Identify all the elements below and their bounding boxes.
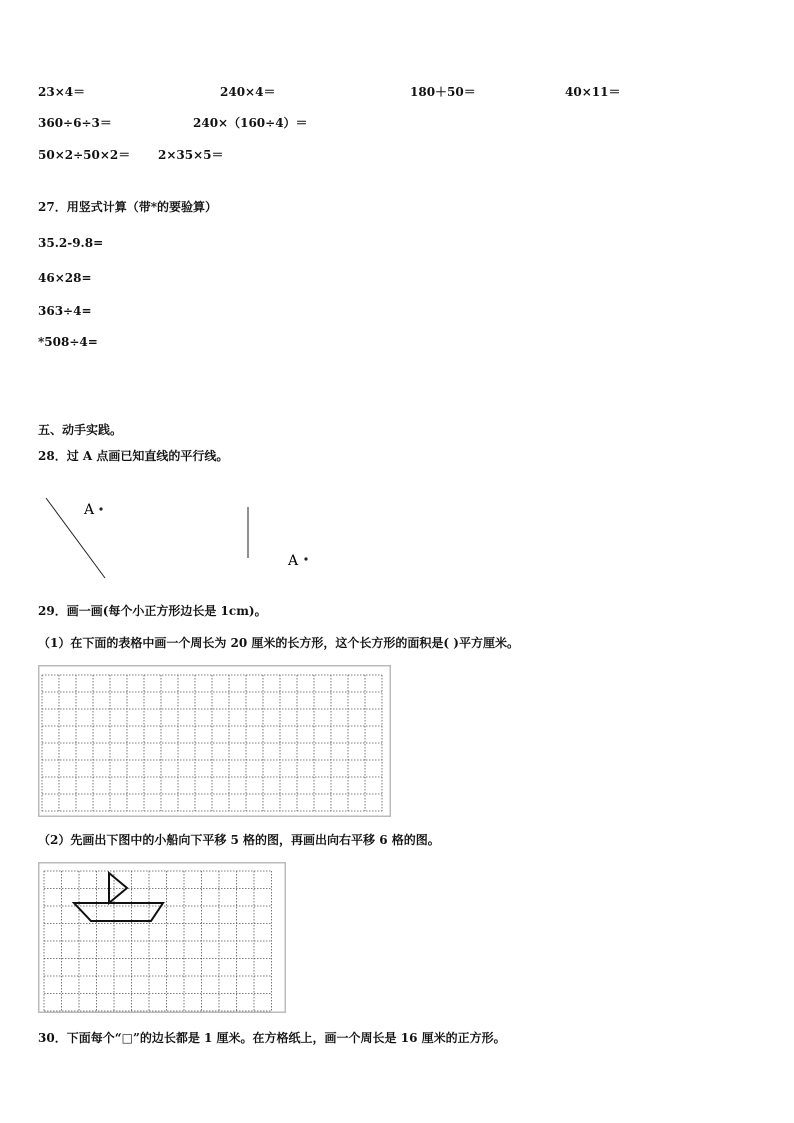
q29-title: 29．画一画(每个小正方形边长是 1cm)。 — [38, 604, 267, 618]
grid-frame — [39, 863, 286, 1013]
calc-7: 50×2÷50×2＝ — [38, 148, 131, 162]
q29-part2: （2）先画出下图中的小船向下平移 5 格的图，再画出向右平移 6 格的图。 — [38, 833, 440, 847]
q27-item-4: *508÷4= — [38, 335, 98, 349]
calc-1: 23×4＝ — [38, 85, 86, 99]
q29-part1: （1）在下面的表格中画一个周长为 20 厘米的长方形，这个长方形的面积是( )平方厘米。 — [38, 636, 519, 650]
slanted-line — [46, 498, 105, 578]
q27-title: 27．用竖式计算（带*的要验算） — [38, 200, 217, 214]
calc-2: 240×4＝ — [220, 85, 276, 99]
calc-4: 40×11＝ — [565, 85, 621, 99]
q30-title: 30．下面每个“□”的边长都是 1 厘米。在方格纸上，画一个周长是 16 厘米的正方形。 — [38, 1031, 506, 1045]
point-a-label-1: A — [84, 502, 95, 518]
point-a-label-2: A — [288, 553, 299, 569]
calc-3: 180＋50＝ — [410, 85, 476, 99]
calc-6: 240×（160÷4）＝ — [193, 116, 308, 130]
q27-item-2: 46×28= — [38, 271, 92, 285]
point-a-dot-2 — [304, 557, 307, 560]
point-a-dot-1 — [99, 507, 102, 510]
q28-figure — [30, 490, 330, 585]
grid-2 — [38, 862, 286, 1013]
q27-item-3: 363÷4= — [38, 304, 92, 318]
q27-item-1: 35.2-9.8= — [38, 236, 104, 250]
calc-8: 2×35×5＝ — [158, 148, 224, 162]
section-heading: 五、动手实践。 — [38, 423, 123, 437]
grid-1 — [38, 665, 391, 817]
calc-5: 360÷6÷3＝ — [38, 116, 112, 130]
q28-title: 28．过 A 点画已知直线的平行线。 — [38, 449, 229, 463]
